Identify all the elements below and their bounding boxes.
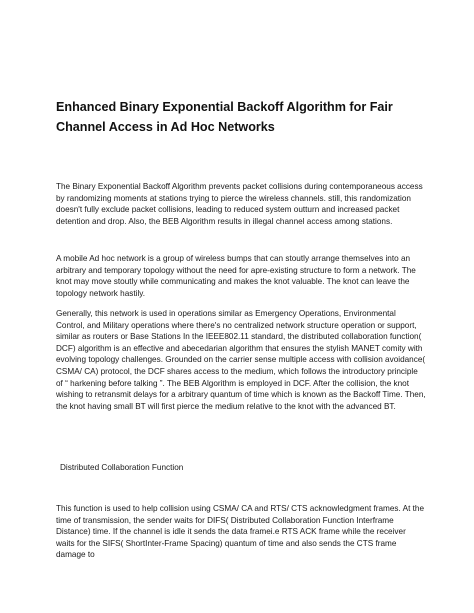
paragraph-dcf-function: This function is used to help collision using CSMA/ CA and RTS/ CTS acknowledgment frames. At the time of transmission, the sender waits for DIFS( Distributed Collaboration Function Interframe Distance) time. If the channel is idle it sends the data framei.e RTS ACK frame while the receiver waits for the SIFS( ShortInter-Frame Spacing) quantum of time and also sends the CTS frame damage to bbox=[56, 504, 425, 560]
section-heading-dcf: Distributed Collaboration Function bbox=[60, 463, 184, 472]
document-title: Enhanced Binary Exponential Backoff Algorithm for Fair Channel Access in Ad Hoc Networks bbox=[56, 100, 393, 134]
paragraph-beb-overview: The Binary Exponential Backoff Algorithm prevents packet collisions during contemporaneous access by randomizing moments at stations trying to pierce the wireless channels. still, this randomization doesn't fully exclude packet collisions, leading to reduced system outturn and increased packet detention and drop. Also, the BEB Algorithm results in illegal channel access among stations. bbox=[56, 182, 423, 226]
paragraph-manet-definition: A mobile Ad hoc network is a group of wireless bumps that can stoutly arrange themselves into an arbitrary and temporary topology without the need for apre-existing structure to form a network. The knot may move stoutly while communicating and makes the knot valuable. The knot can leave the topology network hastily. bbox=[56, 254, 416, 298]
paragraph-dcf-applications: Generally, this network is used in operations similar as Emergency Operations, Environmental Control, and Military operations where there's no centralized network structure operation or support, similar as routers or Base Stations In the IEEE802.11 standard, the distributed collaboration function( DCF) algorithm is an effective and abecedarian algorithm that ensures the stylish MANET comity with evolving topology challenges. Grounded on the carrier sense multiple access with collision avoidance( CSMA/ CA) protocol, the DCF shares access to the medium, which follows the introductory principle of “ harkening before talking ”. The BEB Algorithm is employed in DCF. After the collision, the knot wishing to retransmit delays for a arbitrary quantum of time which is known as the Backoff Time. Then, the knot having small BT will first pierce the medium relative to the knot with the advanced BT. bbox=[56, 309, 426, 411]
